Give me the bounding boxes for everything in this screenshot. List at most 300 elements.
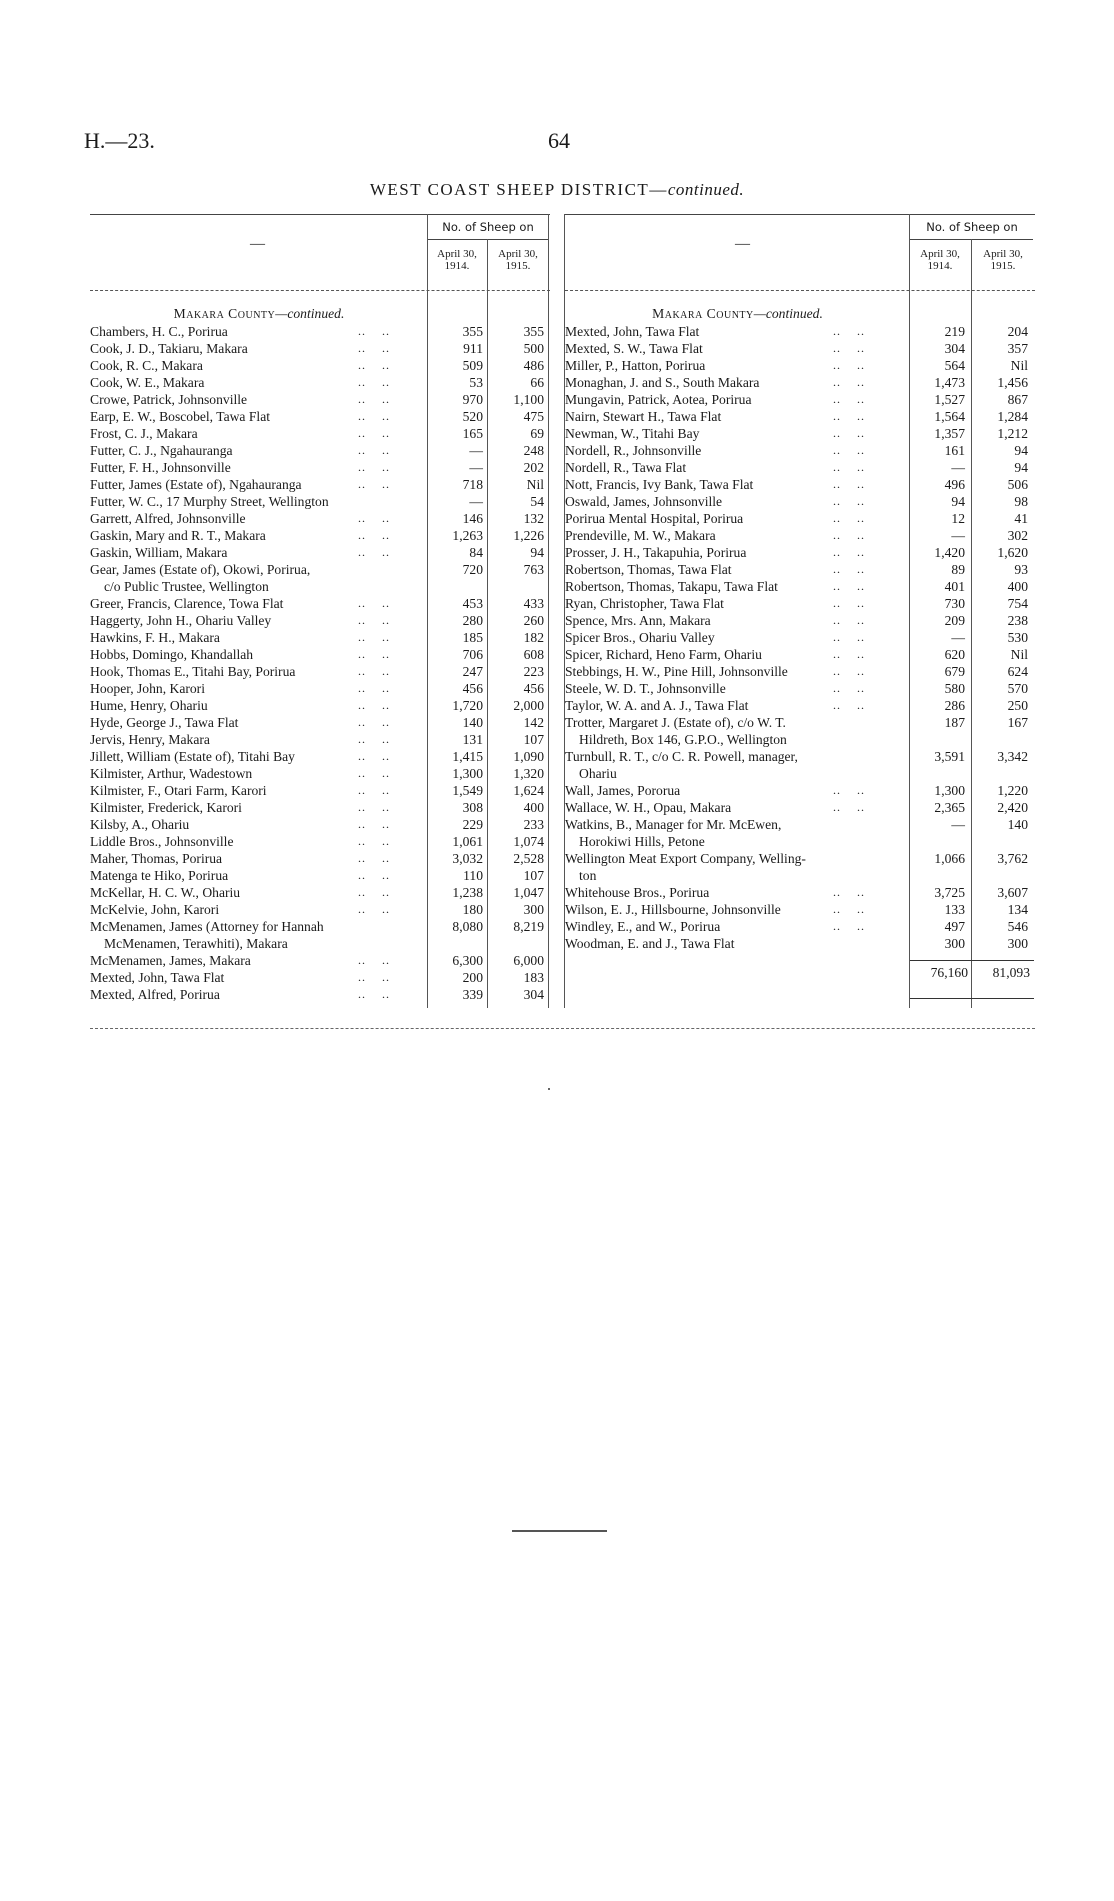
sheep-1915-cell: 763 [523,562,544,577]
sheep-1914-cell: 339 [462,987,483,1002]
sheep-1915-cell: 456 [523,681,544,696]
sheep-1915-cell: 41 [1014,511,1028,526]
right-table [565,214,1035,1008]
table-row [565,595,1035,612]
owner-name: Kilmister, Frederick, Karori [90,800,242,815]
owner-name: ton [579,868,597,883]
table-row [90,408,550,425]
owner-name: Hildreth, Box 146, G.P.O., Wellington [579,732,787,747]
leader-dots: .. .. [358,630,390,644]
sheep-1914-cell: 12 [951,511,965,526]
owner-name: Monaghan, J. and S., South Makara [565,375,760,390]
table-row [90,493,550,510]
table-row [565,765,1035,782]
table-row [90,833,550,850]
owner-name: Futter, F. H., Johnsonville [90,460,231,475]
sheep-1915-cell: 66 [530,375,544,390]
leader-dots: .. .. [358,426,390,440]
sheep-1915-cell: 3,607 [997,885,1028,900]
table-row [565,714,1035,731]
table-row [90,561,550,578]
sheep-1914-cell: 133 [944,902,965,917]
owner-name: Kilmister, F., Otari Farm, Karori [90,783,267,798]
sheep-1914-cell: 911 [463,341,483,356]
sheep-1915-cell: 202 [523,460,544,475]
table-row [90,323,550,340]
year-1914-line1: April 30, [437,248,477,260]
table-row [90,697,550,714]
leader-dots: .. .. [833,460,865,474]
leader-dots: .. .. [358,460,390,474]
owner-name: Gear, James (Estate of), Okowi, Porirua, [90,562,311,577]
sheep-1915-cell: 1,100 [513,392,544,407]
sheep-1915-cell: 400 [1007,579,1028,594]
owner-name: Frost, C. J., Makara [90,426,198,441]
leader-dots: .. .. [358,613,390,627]
sheep-1914-cell: 1,061 [452,834,483,849]
owner-name: Garrett, Alfred, Johnsonville [90,511,246,526]
sheep-1915-cell: 302 [1007,528,1028,543]
owner-name: Woodman, E. and J., Tawa Flat [565,936,735,951]
sheep-1915-cell: 546 [1007,919,1028,934]
table-row [90,374,550,391]
page-bottom-rule [90,1028,1035,1029]
owner-name: Turnbull, R. T., c/o C. R. Powell, manager, [565,749,798,764]
head-bottom-rule [90,290,550,291]
table-row [565,646,1035,663]
owner-name: Wall, James, Pororua [565,783,681,798]
leader-dots: .. .. [833,579,865,593]
sheep-1914-cell: 229 [462,817,483,832]
owner-name: Nott, Francis, Ivy Bank, Tawa Flat [565,477,754,492]
leader-dots: .. .. [358,749,390,763]
sheep-1914-cell: 304 [944,341,965,356]
table-row [565,850,1035,867]
leader-dots: .. .. [358,681,390,695]
leader-dots: .. .. [358,851,390,865]
sheep-1914-cell: 3,032 [452,851,483,866]
owner-name: Windley, E., and W., Porirua [565,919,721,934]
page-title [0,180,1114,200]
owner-name: Hooper, John, Karori [90,681,205,696]
sheep-1914-cell: 1,415 [452,749,483,764]
sheep-1915-cell: 486 [523,358,544,373]
sheep-1914-cell: 1,300 [452,766,483,781]
table-row [565,493,1035,510]
owner-name: c/o Public Trustee, Wellington [104,579,269,594]
year-1915-line2: 1915. [990,260,1016,272]
section-name: Makara County [652,306,754,321]
sheep-1915-cell: 357 [1007,341,1028,356]
leader-dots: .. .. [358,715,390,729]
table-row [565,459,1035,476]
name-column-head: — [735,236,750,252]
sheep-1915-cell: 238 [1007,613,1028,628]
table-row [90,986,550,1003]
sheep-1914-cell: 580 [944,681,965,696]
leader-dots: .. .. [833,358,865,372]
sheep-1915-cell: 183 [523,970,544,985]
year-1915-line1: April 30, [983,248,1023,260]
sheep-1914-cell: 53 [469,375,483,390]
sheep-1914-cell: 520 [462,409,483,424]
sheep-1914-cell: 496 [944,477,965,492]
sheep-1914-cell: 509 [462,358,483,373]
owner-name: Mexted, S. W., Tawa Flat [565,341,703,356]
sheep-1914-cell: — [951,630,965,645]
sheep-1914-cell: 8,080 [452,919,483,934]
sheep-1915-cell: 1,220 [997,783,1028,798]
owner-name: Futter, C. J., Ngahauranga [90,443,233,458]
total-1914: 76,160 [930,965,968,980]
left-rows [90,323,550,1003]
sheep-1915-cell: 98 [1014,494,1028,509]
sheep-1915-cell: 167 [1007,715,1028,730]
sheep-1914-cell: 200 [462,970,483,985]
owner-name: Miller, P., Hatton, Porirua [565,358,706,373]
title-continued: continued. [667,180,745,199]
table-row [90,459,550,476]
owner-name: Watkins, B., Manager for Mr. McEwen, [565,817,782,832]
sheep-1915-cell: 500 [523,341,544,356]
leader-dots: .. .. [833,902,865,916]
table-row [565,408,1035,425]
sheep-1915-cell: 1,047 [513,885,544,900]
sheep-1914-cell: 1,066 [934,851,965,866]
year-1914-head [910,248,970,272]
table-row [565,357,1035,374]
leader-dots: .. .. [358,409,390,423]
owner-name: Mexted, Alfred, Porirua [90,987,220,1002]
sheep-1915-cell: 182 [523,630,544,645]
sheep-1914-cell: 146 [462,511,483,526]
sheep-1915-cell: 107 [523,732,544,747]
table-row [565,561,1035,578]
leader-dots: .. .. [833,375,865,389]
leader-dots: .. .. [358,528,390,542]
owner-name: Hume, Henry, Ohariu [90,698,208,713]
table-row [565,425,1035,442]
owner-name: Hook, Thomas E., Titahi Bay, Porirua [90,664,296,679]
sheep-1915-cell: Nil [1010,647,1028,662]
leader-dots: .. .. [833,885,865,899]
sheep-1915-cell: 506 [1007,477,1028,492]
sheep-1914-cell: 1,564 [934,409,965,424]
table-row [565,816,1035,833]
leader-dots: .. .. [358,392,390,406]
owner-name: Jillett, William (Estate of), Titahi Bay [90,749,295,764]
table-row [90,442,550,459]
leader-dots: .. .. [833,443,865,457]
table-row [90,850,550,867]
owner-name: Newman, W., Titahi Bay [565,426,700,441]
owner-name: Haggerty, John H., Ohariu Valley [90,613,272,628]
table-row [565,629,1035,646]
owner-name: Crowe, Patrick, Johnsonville [90,392,248,407]
sheep-1915-cell: 107 [523,868,544,883]
owner-name: Cook, J. D., Takiaru, Makara [90,341,248,356]
sheep-1915-cell: 1,074 [513,834,544,849]
right-rows [565,323,1035,952]
leader-dots: .. .. [833,664,865,678]
sheep-1915-cell: 867 [1007,392,1028,407]
sheep-1914-cell: 1,263 [452,528,483,543]
name-column-head: — [250,236,265,252]
leader-dots: .. .. [833,800,865,814]
table-row [90,680,550,697]
leader-dots: .. .. [833,919,865,933]
owner-name: Jervis, Henry, Makara [90,732,210,747]
sheep-1915-cell: 2,000 [513,698,544,713]
left-table [90,214,550,1008]
sheep-1915-cell: 223 [523,664,544,679]
sheep-1914-cell: 456 [462,681,483,696]
table-row [90,612,550,629]
leader-dots: .. .. [358,545,390,559]
head-sub-rule [428,239,548,240]
table-row [90,646,550,663]
owner-name: Kilsby, A., Ohariu [90,817,190,832]
owner-name: Greer, Francis, Clarence, Towa Flat [90,596,284,611]
sheep-1915-cell: 132 [523,511,544,526]
owner-name: Mexted, John, Tawa Flat [565,324,700,339]
table-row [90,799,550,816]
sheep-1915-cell: 530 [1007,630,1028,645]
owner-name: Trotter, Margaret J. (Estate of), c/o W. T. [565,715,786,730]
table-row [565,612,1035,629]
table-row [90,425,550,442]
owner-name: Prendeville, M. W., Makara [565,528,716,543]
table-row [90,629,550,646]
sheep-1914-cell: 1,238 [452,885,483,900]
sheep-1915-cell: 250 [1007,698,1028,713]
leader-dots: .. .. [358,647,390,661]
leader-dots: .. .. [833,783,865,797]
table-row [565,340,1035,357]
owner-name: Hyde, George J., Tawa Flat [90,715,239,730]
sheep-1914-cell: 497 [944,919,965,934]
sheep-1914-cell: 1,527 [934,392,965,407]
sheep-1915-cell: 94 [530,545,544,560]
leader-dots: .. .. [358,902,390,916]
sheep-1914-cell: 1,720 [452,698,483,713]
year-1915-head [488,248,548,272]
sheep-1914-cell: 453 [462,596,483,611]
leader-dots: .. .. [833,341,865,355]
leader-dots: .. .. [358,511,390,525]
table-row [90,731,550,748]
sheep-1914-cell: 706 [462,647,483,662]
sheep-1915-cell: 69 [530,426,544,441]
leader-dots: .. .. [358,358,390,372]
head-bottom-rule [565,290,1035,291]
leader-dots: .. .. [833,324,865,338]
leader-dots: .. .. [833,426,865,440]
table-row [90,782,550,799]
end-rule [512,1530,607,1532]
owner-name: Futter, James (Estate of), Ngahauranga [90,477,302,492]
sheep-1914-cell: 401 [944,579,965,594]
leader-dots: .. .. [833,681,865,695]
table-row [565,476,1035,493]
owner-name: Robertson, Thomas, Takapu, Tawa Flat [565,579,778,594]
sheep-1914-cell: 1,357 [934,426,965,441]
owner-name: Nordell, R., Johnsonville [565,443,702,458]
table-row [90,663,550,680]
owner-name: Spicer Bros., Ohariu Valley [565,630,715,645]
leader-dots: .. .. [358,868,390,882]
owner-name: Gaskin, William, Makara [90,545,228,560]
owner-name: McMenamen, James, Makara [90,953,251,968]
leader-dots: .. .. [358,970,390,984]
sheep-1914-cell: 564 [944,358,965,373]
leader-dots: .. .. [833,647,865,661]
year-1914-line2: 1914. [927,260,953,272]
table-row [565,884,1035,901]
table-row [90,765,550,782]
table-row [90,357,550,374]
sheep-1914-cell: 720 [462,562,483,577]
sheep-1914-cell: 131 [462,732,483,747]
leader-dots: .. .. [833,392,865,406]
sheep-1914-cell: 1,300 [934,783,965,798]
table-row [565,918,1035,935]
total-1915: 81,093 [992,965,1030,980]
table-row [90,884,550,901]
sheep-1914-cell: — [951,460,965,475]
sheep-1914-cell: 970 [462,392,483,407]
sheep-1915-cell: 304 [523,987,544,1002]
leader-dots: .. .. [358,800,390,814]
sheep-1915-cell: 1,284 [997,409,1028,424]
leader-dots: .. .. [833,562,865,576]
sheep-1914-cell: — [469,443,483,458]
table-row [90,391,550,408]
year-1915-head [972,248,1034,272]
owner-name: Matenga te Hiko, Porirua [90,868,229,883]
table-top-rule [565,214,1035,215]
totals-row [565,964,1035,981]
sheep-1915-cell: 204 [1007,324,1028,339]
owner-name: Cook, R. C., Makara [90,358,203,373]
section-continued: —continued. [275,306,345,321]
owner-name: Kilmister, Arthur, Wadestown [90,766,253,781]
section-heading [90,306,428,322]
sheep-1915-cell: 754 [1007,596,1028,611]
sheep-count-head: No. of Sheep on [926,220,1018,234]
table-row [90,595,550,612]
table-row [90,748,550,765]
sheep-1915-cell: 142 [523,715,544,730]
owner-name: McMenamen, Terawhiti), Makara [104,936,288,951]
sheep-1915-cell: 93 [1014,562,1028,577]
sheep-1914-cell: 180 [462,902,483,917]
table-row [90,578,550,595]
sheep-1915-cell: 624 [1007,664,1028,679]
leader-dots: .. .. [358,885,390,899]
table-row [565,901,1035,918]
table-row [565,833,1035,850]
table-row [565,391,1035,408]
owner-name: Chambers, H. C., Porirua [90,324,228,339]
owner-name: Hawkins, F. H., Makara [90,630,220,645]
owner-name: Spicer, Richard, Heno Farm, Ohariu [565,647,762,662]
leader-dots: .. .. [358,817,390,831]
leader-dots: .. .. [833,698,865,712]
table-row [90,527,550,544]
owner-name: Earp, E. W., Boscobel, Tawa Flat [90,409,271,424]
year-1914-head [428,248,486,272]
sheep-1914-cell: — [469,460,483,475]
owner-name: Mungavin, Patrick, Aotea, Porirua [565,392,752,407]
leader-dots: .. .. [358,596,390,610]
sheep-1914-cell: 6,300 [452,953,483,968]
sheep-1915-cell: 475 [523,409,544,424]
table-top-rule [90,214,550,215]
sheep-1914-cell: 300 [944,936,965,951]
sheep-1915-cell: 355 [523,324,544,339]
sheep-1914-cell: 355 [462,324,483,339]
leader-dots: .. .. [358,732,390,746]
sheep-1915-cell: 3,342 [997,749,1028,764]
sheep-1914-cell: 308 [462,800,483,815]
sheep-1915-cell: 1,226 [513,528,544,543]
owner-name: Gaskin, Mary and R. T., Makara [90,528,266,543]
section-name: Makara County [173,306,276,321]
owner-name: McMenamen, James (Attorney for Hannah [90,919,324,934]
table-row [565,680,1035,697]
table-row [565,867,1035,884]
leader-dots: .. .. [833,613,865,627]
page-number: 64 [548,128,570,153]
sheep-1914-cell: 286 [944,698,965,713]
table-row [565,578,1035,595]
sheep-1915-cell: 1,320 [513,766,544,781]
sheep-1914-cell: 84 [469,545,483,560]
owner-name: Robertson, Thomas, Tawa Flat [565,562,732,577]
owner-name: McKelvie, John, Karori [90,902,220,917]
sheep-1915-cell: 6,000 [513,953,544,968]
table-row [90,901,550,918]
table-row [565,935,1035,952]
year-1915-line1: April 30, [498,248,538,260]
leader-dots: .. .. [358,477,390,491]
sheep-1914-cell: 1,473 [934,375,965,390]
owner-name: Prosser, J. H., Takapuhia, Porirua [565,545,747,560]
owner-name: Nairn, Stewart H., Tawa Flat [565,409,722,424]
leader-dots: .. .. [358,698,390,712]
sheep-1915-cell: 1,212 [997,426,1028,441]
sheep-1914-cell: 110 [463,868,483,883]
leader-dots: .. .. [358,375,390,389]
sheep-1915-cell: 140 [1007,817,1028,832]
table-row [90,544,550,561]
sheep-1914-cell: 3,591 [934,749,965,764]
table-row [565,374,1035,391]
sheep-1915-cell: Nil [1010,358,1028,373]
sheep-1915-cell: 570 [1007,681,1028,696]
owner-name: Maher, Thomas, Porirua [90,851,223,866]
owner-name: Ohariu [579,766,617,781]
sheep-1914-cell: — [951,528,965,543]
leader-dots: .. .. [358,324,390,338]
leader-dots: .. .. [833,630,865,644]
leader-dots: .. .. [833,528,865,542]
owner-name: Futter, W. C., 17 Murphy Street, Wellington [90,494,329,509]
total-rule [910,960,1034,961]
owner-name: Mexted, John, Tawa Flat [90,970,225,985]
sheep-1915-cell: 94 [1014,443,1028,458]
